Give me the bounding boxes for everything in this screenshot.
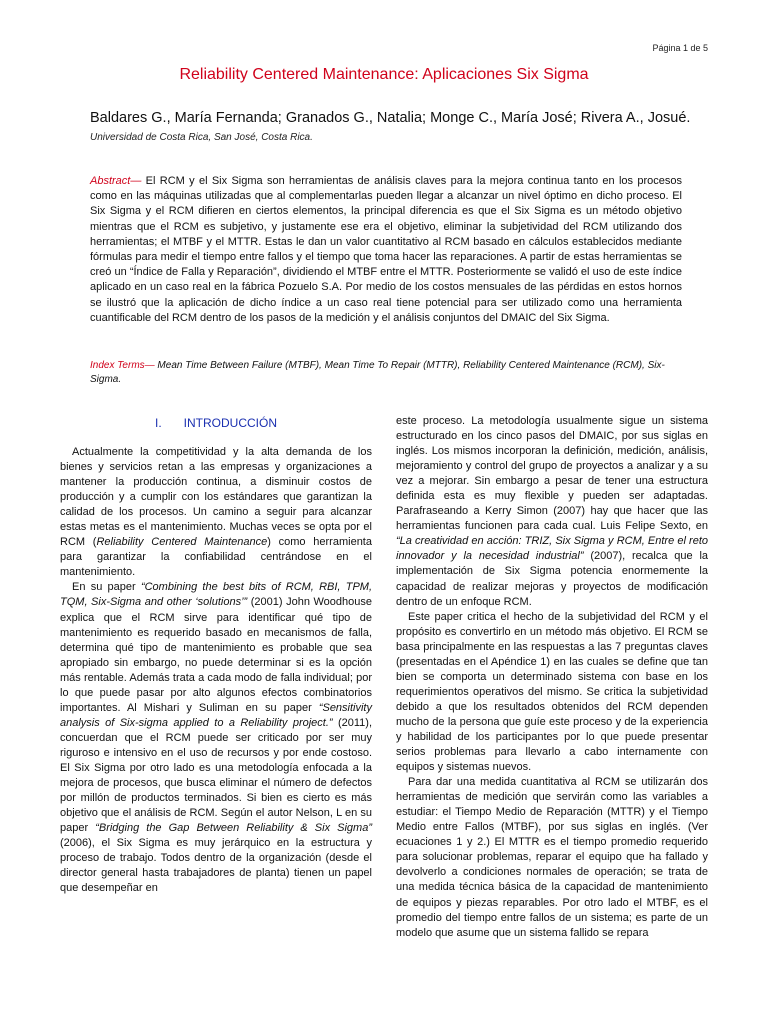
affiliation: Universidad de Costa Rica, San José, Costa Rica.	[90, 132, 313, 143]
index-terms	[90, 359, 685, 387]
left-column	[60, 445, 372, 896]
section-heading	[60, 416, 372, 430]
page-number: Página 1 de 5	[652, 43, 708, 53]
index-terms-text: Mean Time Between Failure (MTBF), Mean Time To Repair (MTTR), Reliability Centered Maintenance (RCM), Six-Sigma.	[90, 360, 665, 385]
section-title: INTRODUCCIÓN	[183, 416, 277, 430]
abstract-text: El RCM y el Six Sigma son herramientas de análisis claves para la mejora continua tanto en los procesos como en las máquinas utilizadas que al complementarlas pueden llegar a alcanzar un nivel óptimo en dicho proceso. El Six Sigma y el RCM difieren en ciertos elementos, la principal diferencia es que el Six Sigma es un método objetivo mientras que el RCM es subjetivo, y justamente ese era el objetivo, eliminar la subjetividad del RCM utilizando dos herramientas; el MTBF y el MTTR. Estas le dan un valor cuantitativo al RCM basado en cálculos establecidos mediante fórmulas para medir el tiempo entre fallos y el tiempo que toma hacer las reparaciones. A partir de estas herramientas se creó un “Índice de Falla y Reparación”, dividiendo el MTBF entre el MTTR. Posteriormente se validó el uso de este índice aplicado en un caso real en la fábrica Pozuelo S.A. Por medio de los costos mensuales de las pérdidas en estos hornos se ilustró que la aplicación de dicho índice a un caso real tiene potencial para ser utilizado como una herramienta cuantificable del RCM dentro de los pasos de la medición y el análisis conjuntos del DMAIC del Six Sigma.	[90, 175, 682, 324]
paragraph: Este paper critica el hecho de la subjetividad del RCM y el propósito es convertirlo en un método más objetivo. El RCM se basa principalmente en las respuestas a las 7 preguntas claves (presentadas en el Apéndice 1) en las cuales se define que tan bien se comporta un determinado sistema con base en los requerimientos operativos del mismo. Se critica la subjetividad debido a que los resultados obtenidos del RCM dependen mucho de la persona que guíe este proceso y de la experiencia y habilidad de los participantes por lo que puede presentar serios problemas para llevarlo a cabo internamente con equipos y sistemas nuevos.	[396, 610, 708, 774]
paper-title: Reliability Centered Maintenance: Aplicaciones Six Sigma	[179, 66, 589, 83]
abstract-label: Abstract—	[90, 175, 142, 187]
index-terms-label: Index Terms—	[90, 360, 155, 371]
paragraph: Para dar una medida cuantitativa al RCM se utilizarán dos herramientas de medición que servirán como las variables a estudiar: el Tiempo Medio de Reparación (MTTR) y el Tiempo Medio entre Fallos (MTBF), por sus siglas en inglés. (Ver ecuaciones 1 y 2.) El MTTR es el tiempo promedio requerido para solucionar problemas, reparar el equipo que ha fallado y devolverlo a condiciones normales de operación; se trata de una medida técnica básica de la capacidad de mantenimiento de equipos y piezas reparables. Por otro lado el MTBF, es el promedio del tiempo entre fallos de un sistema; es parte de un modelo que asume que un sistema fallido se repara	[396, 776, 708, 939]
section-number: I.	[155, 416, 162, 430]
abstract	[90, 174, 682, 326]
right-column	[396, 414, 708, 941]
authors: Baldares G., María Fernanda; Granados G., Natalia; Monge C., María José; Rivera A., Josué.	[90, 110, 691, 126]
paragraph: En su paper “Combining the best bits of RCM, RBI, TPM, TQM, Six-Sigma and other ‘solutions’” (2001) John Woodhouse explica que el RCM sirve para identificar qué tipo de mantenimiento es requerido basado en mecanismos de falla, determina qué tipo de mantenimiento es probable que sea apropiado sin embargo, no puede determinar si es la opción más rentable. Además trata a cada modo de falla individual; por lo que puede pasar por alto algunos efectos combinatorios importantes. Al Mishari y Suliman en su paper “Sensitivity analysis of Six-sigma applied to a Reliability project.” (2011), concuerdan que el RCM puede ser criticado por ser muy riguroso e intensivo en el uso de recursos y por ende costoso. El Six Sigma por otro lado es una metodología enfocada a la mejora de procesos, que busca eliminar el número de defectos por millón de productos terminados. Si bien es cierto es más objetivo que el análisis de RCM. Según el autor Nelson, L en su paper “Bridging the Gap Between Reliability & Six Sigma” (2006), el Six Sigma es muy jerárquico en la estructura y proceso de trabajo. Todos dentro de la organización (desde el director general hasta trabajadores de planta) tienen un papel que desempeñar en	[60, 581, 373, 895]
paragraph: este proceso. La metodología usualmente sigue un sistema estructurado en los cinco pasos del DMAIC, por sus siglas en inglés. Los mismos incorporan la definición, medición, análisis, mejoramiento y control del grupo de proyectos a analizar y a su vez a mejorar. Sin embargo a pesar de tener una estructura definida esta es muy flexible y pueden ser adaptadas. Parafraseando a Kerry Simon (2007) hay que hacer que las herramientas funcionen para cada cual. Luis Felipe Sexto, en “La creatividad en acción: TRIZ, Six Sigma y RCM, Entre el reto innovador y la necesidad industrial” (2007), recalca que la implementación de Six Sigma potencia enormemente la capacidad de realizar mejoras y proyectos de modificación dentro de un enfoque RCM.	[396, 415, 709, 608]
paragraph: Actualmente la competitividad y la alta demanda de los bienes y servicios retan a las empresas y organizaciones a mantener la producción continua, a disminuir costos de producción y a cumplir con los estándares que garantizan la calidad de los procesos. Un camino a seguir para alcanzar estas metas es el mantenimiento. Muchas veces se opta por el RCM (Reliability Centered Maintenance) como herramienta para garantizar la confiabilidad centrándose en el mantenimiento.	[60, 446, 372, 579]
